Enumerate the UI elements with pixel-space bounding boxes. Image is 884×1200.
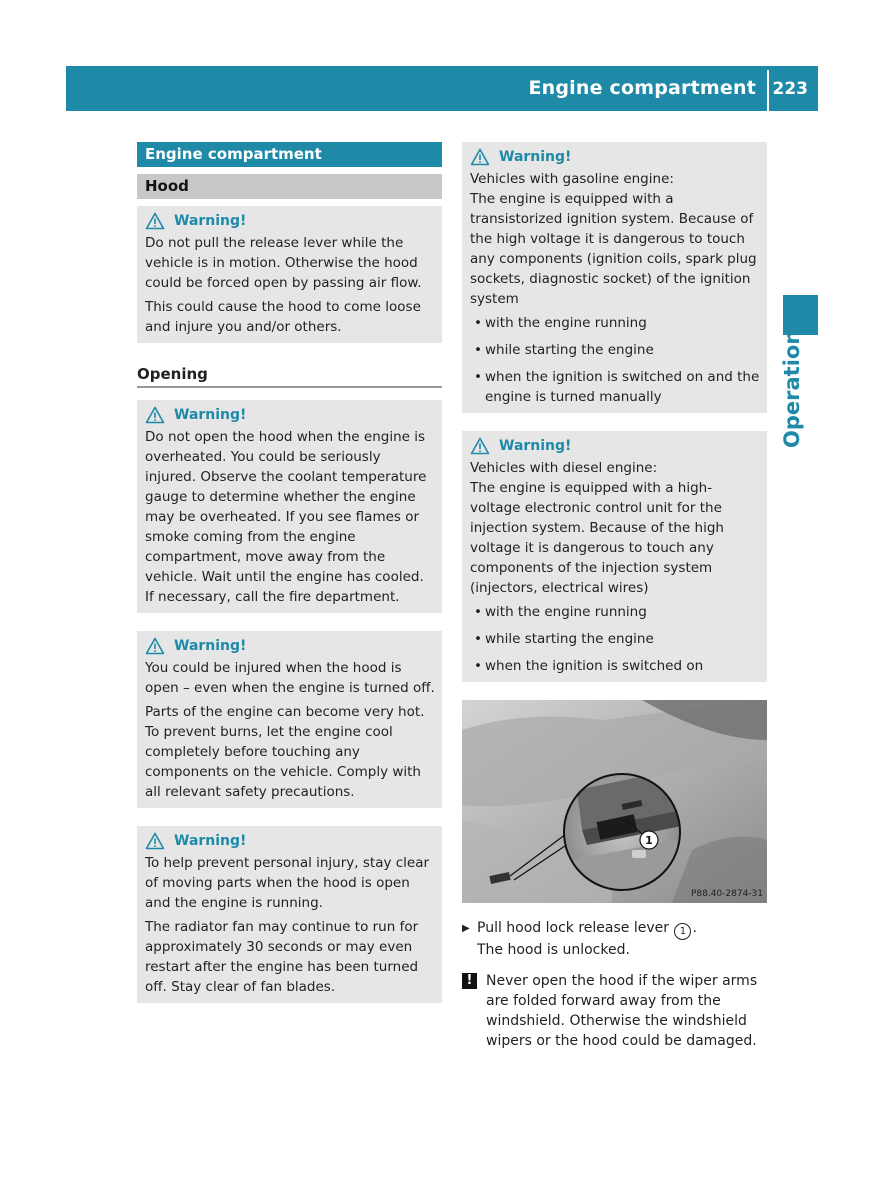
warning-text: Parts of the engine can become very hot. To prevent burns, let the engine cool completely before touching any components on the vehicle. Comply with all relevant safety precautions. [145, 704, 425, 800]
left-column [137, 142, 442, 1021]
warning-triangle-icon [145, 832, 165, 850]
caution-text: Never open the hood if the wiper arms are folded forward away from the windshield. Otherwise the windshield wipers or the hood could be damaged. [486, 973, 758, 1049]
list-item: • with the engine running [470, 602, 760, 622]
warning-text: Vehicles with diesel engine: [470, 460, 658, 476]
warning-triangle-icon [470, 148, 490, 166]
warning-text: Do not pull the release lever while the vehicle is in motion. Otherwise the hood could be forced open by passing air flow. [145, 235, 422, 291]
page-header [66, 66, 818, 111]
warning-box [137, 206, 442, 343]
step-text [477, 918, 697, 940]
warning-text: Do not open the hood when the engine is overheated. You could be seriously injured. Observe the coolant temperature gauge to determine whether the engine may be overheated. If you see flames or smoke coming from the engine compartment, move away from the vehicle. Wait until the engine has cooled. If necessary, call the fire department. [145, 429, 427, 605]
caution-exclamation-icon: ! [462, 973, 477, 989]
step-text-end: . [692, 920, 697, 936]
warning-box [137, 631, 442, 808]
header-title: Engine compartment [528, 77, 756, 99]
warning-title: Warning! [174, 833, 247, 849]
header-divider [767, 70, 769, 111]
warning-text: Vehicles with gasoline engine: [470, 171, 674, 187]
warning-text: The radiator fan may continue to run for approximately 30 seconds or may even restart after the engine has been turned off. Stay clear of fan blades. [145, 919, 419, 995]
list-item: • while starting the engine [470, 340, 760, 360]
photo-callout: 1 [645, 834, 653, 847]
warning-triangle-icon [145, 637, 165, 655]
list-item: • when the ignition is switched on and the engine is turned manually [470, 367, 760, 407]
right-column [462, 142, 767, 1051]
warning-title: Warning! [174, 638, 247, 654]
hood-release-photo [462, 700, 767, 903]
warning-text: The engine is equipped with a transistorized ignition system. Because of the high voltage it is dangerous to touch any components (ignition coils, spark plug sockets, diagnostic socket) of the ignition system [470, 191, 757, 307]
warning-triangle-icon [145, 212, 165, 230]
page-number: 223 [772, 79, 808, 99]
warning-text: The engine is equipped with a high-voltage electronic control unit for the injection system. Because of the high voltage it is dangerous to touch any components of the injection system (injectors, electrical wires) [470, 480, 724, 596]
warning-title: Warning! [499, 149, 572, 165]
warning-list [470, 313, 760, 407]
step-text-main: Pull hood lock release lever [477, 920, 670, 936]
step-arrow-icon: ▶ [462, 923, 470, 934]
section-title: Engine compartment [137, 142, 442, 167]
instruction-step [462, 918, 767, 961]
step-result: The hood is unlocked. [477, 942, 630, 958]
warning-text: To help prevent personal injury, stay clear of moving parts when the hood is open and the engine is running. [145, 855, 430, 911]
warning-text: This could cause the hood to come loose and injure you and/or others. [145, 299, 421, 335]
subsection-title: Hood [137, 174, 442, 199]
caution-note [462, 971, 767, 1051]
warning-box [137, 400, 442, 613]
photo-code: P88.40-2874-31 [690, 889, 763, 899]
list-item: • when the ignition is switched on [470, 656, 760, 676]
warning-box [462, 431, 767, 682]
warning-title: Warning! [499, 438, 572, 454]
warning-title: Warning! [174, 407, 247, 423]
section-tab-label: Operation [780, 329, 804, 448]
step-callout: 1 [674, 923, 691, 940]
warning-box [462, 142, 767, 413]
warning-list [470, 602, 760, 676]
warning-box [137, 826, 442, 1003]
warning-text: You could be injured when the hood is open – even when the engine is turned off. [145, 660, 435, 696]
hood-release-illustration [462, 700, 767, 903]
list-item: • while starting the engine [470, 629, 760, 649]
list-item: • with the engine running [470, 313, 760, 333]
warning-title: Warning! [174, 213, 247, 229]
warning-triangle-icon [470, 437, 490, 455]
warning-triangle-icon [145, 406, 165, 424]
opening-heading: Opening [137, 365, 442, 388]
